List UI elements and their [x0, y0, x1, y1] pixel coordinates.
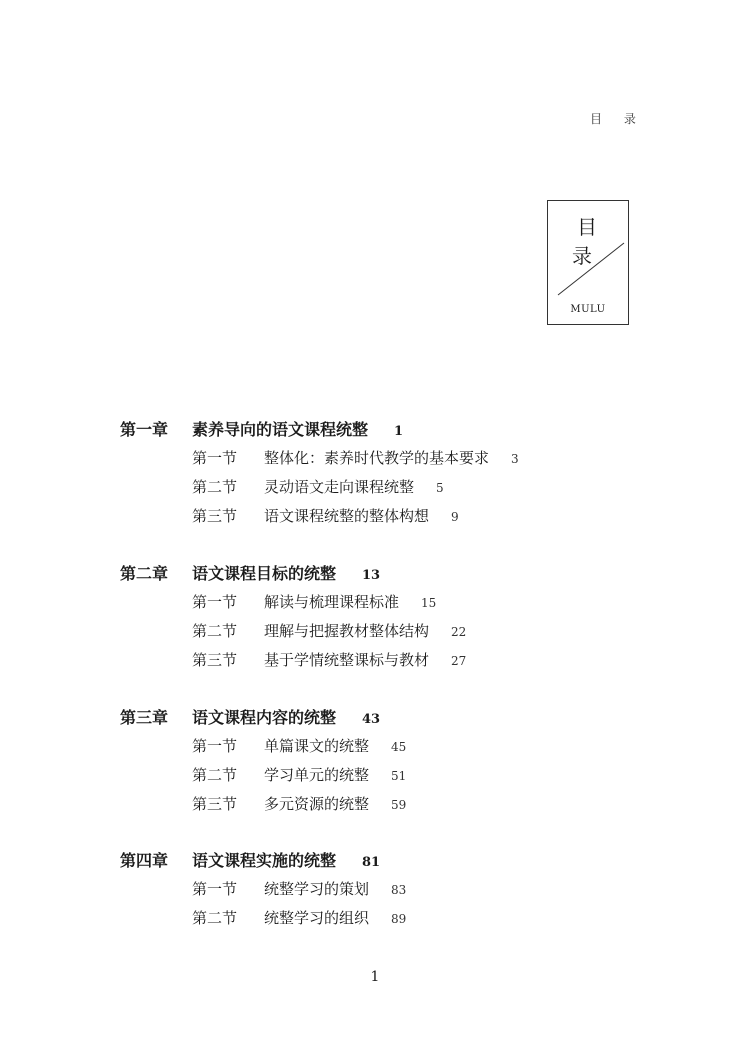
mulu-subtitle: MULU	[570, 304, 606, 315]
chapter-row[interactable]	[120, 704, 640, 732]
chapter-label: 第三章	[120, 708, 169, 727]
chapter-label: 第一章	[120, 420, 169, 439]
section-label: 第二节	[192, 909, 238, 927]
section-page-number: 51	[391, 769, 407, 783]
section-row[interactable]	[120, 761, 640, 790]
chapter-title: 语文课程实施的统整	[192, 851, 337, 870]
section-title: 学习单元的统整	[264, 766, 370, 784]
section-label: 第三节	[192, 507, 238, 525]
running-header: 目 录	[590, 112, 645, 126]
section-row[interactable]	[120, 473, 640, 502]
section-title: 统整学习的组织	[264, 909, 370, 927]
section-label: 第三节	[192, 795, 238, 813]
section-row[interactable]	[120, 588, 640, 617]
section-title: 理解与把握教材整体结构	[264, 622, 430, 640]
page-number: 1	[370, 969, 380, 985]
chapter-page-number: 81	[362, 855, 381, 870]
table-of-contents	[120, 416, 640, 991]
section-row[interactable]	[120, 732, 640, 761]
section-row[interactable]	[120, 875, 640, 904]
section-page-number: 9	[451, 510, 459, 524]
toc-chapter-3	[120, 704, 640, 847]
section-title: 基于学情统整课标与教材	[264, 651, 430, 669]
section-page-number: 5	[436, 481, 444, 495]
mulu-title: 目 录	[572, 215, 609, 268]
section-label: 第三节	[192, 651, 238, 669]
section-page-number: 27	[451, 654, 467, 668]
chapter-row[interactable]	[120, 847, 640, 875]
section-row[interactable]	[120, 502, 640, 531]
section-page-number: 83	[391, 883, 407, 897]
section-title: 语文课程统整的整体构想	[264, 507, 430, 525]
section-page-number: 22	[451, 625, 467, 639]
chapter-title: 语文课程目标的统整	[192, 564, 337, 583]
section-row[interactable]	[120, 904, 640, 933]
chapter-page-number: 1	[394, 424, 404, 439]
chapter-page-number: 13	[362, 568, 381, 583]
chapter-page-number: 43	[362, 712, 381, 727]
section-title: 整体化：素养时代教学的基本要求	[264, 449, 490, 467]
chapter-title: 语文课程内容的统整	[192, 708, 337, 727]
chapter-title: 素养导向的语文课程统整	[192, 420, 369, 439]
section-page-number: 15	[421, 596, 437, 610]
section-label: 第一节	[192, 737, 238, 755]
section-label: 第二节	[192, 478, 238, 496]
section-label: 第二节	[192, 622, 238, 640]
section-page-number: 45	[391, 740, 407, 754]
section-title: 多元资源的统整	[264, 795, 370, 813]
section-label: 第一节	[192, 449, 238, 467]
toc-chapter-1	[120, 416, 640, 560]
section-row[interactable]	[120, 790, 640, 819]
section-title: 统整学习的策划	[264, 880, 370, 898]
section-page-number: 3	[511, 452, 519, 466]
mulu-title-box	[547, 200, 629, 325]
section-row[interactable]	[120, 646, 640, 675]
section-label: 第二节	[192, 766, 238, 784]
section-page-number: 59	[391, 798, 407, 812]
section-row[interactable]	[120, 617, 640, 646]
section-title: 解读与梳理课程标准	[264, 593, 400, 611]
section-page-number: 89	[391, 912, 407, 926]
chapter-row[interactable]	[120, 416, 640, 444]
section-row[interactable]	[120, 444, 640, 473]
toc-chapter-2	[120, 560, 640, 704]
section-title: 单篇课文的统整	[264, 737, 370, 755]
chapter-label: 第二章	[120, 564, 169, 583]
section-title: 灵动语文走向课程统整	[264, 478, 415, 496]
chapter-row[interactable]	[120, 560, 640, 588]
section-label: 第一节	[192, 880, 238, 898]
section-label: 第一节	[192, 593, 238, 611]
chapter-label: 第四章	[120, 851, 169, 870]
